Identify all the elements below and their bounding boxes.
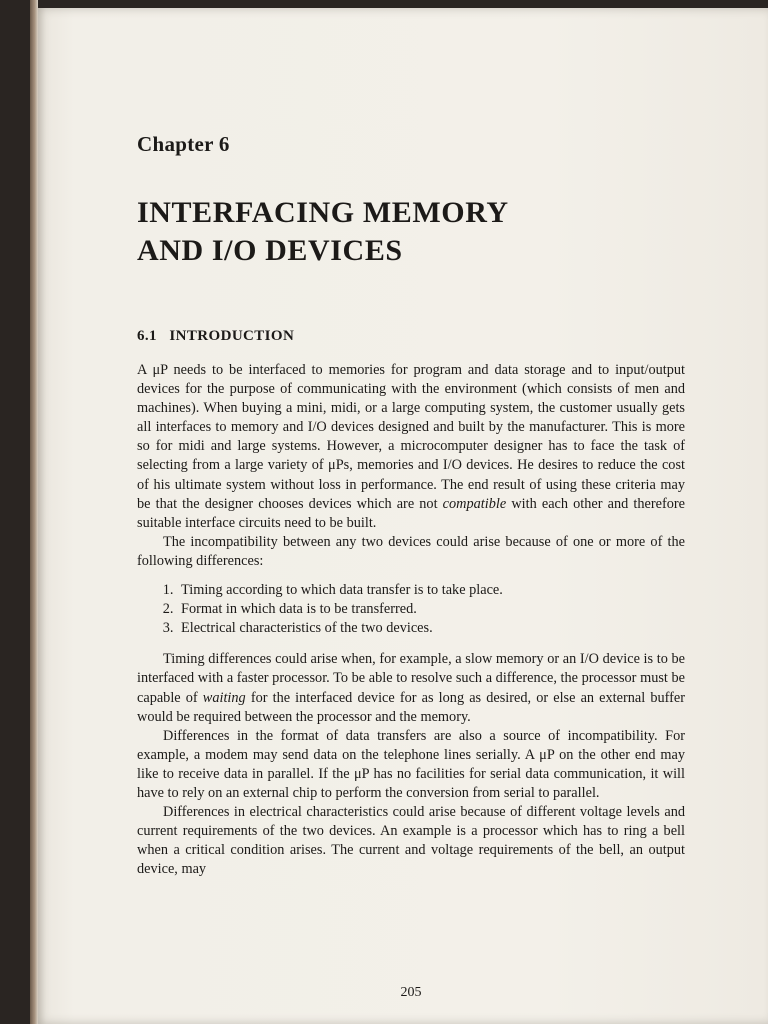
chapter-label: Chapter 6: [137, 132, 230, 156]
paragraph-2: The incompatibility between any two devices could arise because of one or more of the following differences:: [137, 533, 685, 569]
section-heading: [137, 328, 294, 345]
emphasis-compatible: compatible: [442, 495, 507, 512]
page-number: 205: [400, 985, 422, 1000]
paragraph-5: Differences in electrical characteristics could arise because of different voltage levels and current requirements of the two devices. An example is a processor which has to ring a bell when a critical condition arises. The current and voltage requirements of the bell, an output device, may: [137, 804, 685, 878]
differences-list: [137, 581, 685, 638]
chapter-title-line2: AND I/O DEVICES: [137, 234, 403, 267]
list-item: 2. Format in which data is to be transferred.: [177, 600, 685, 619]
section-number: 6.1: [137, 328, 157, 344]
paragraph-3: Timing differences could arise when, for example, a slow memory or an I/O device is to be interfaced with a faster processor. To be able to resolve such a difference, the processor must be capable of waiting for the interfaced device for as long as desired, or else an external buffer would be required between the processor and the memory.: [137, 651, 685, 725]
paragraph-4: Differences in the format of data transfers are also a source of incompatibility. For example, a modem may send data on the telephone lines serially. A μP on the other end may like to receive data in parallel. If the μP has no facilities for serial data communication, it will have to rely on an external chip to perform the conversion from serial to parallel.: [137, 727, 685, 801]
section-title: INTRODUCTION: [169, 328, 295, 344]
emphasis-waiting: waiting: [202, 689, 246, 706]
chapter-title-line1: INTERFACING MEMORY: [137, 196, 509, 229]
body-text: [137, 361, 685, 879]
list-item: 3. Electrical characteristics of the two devices.: [177, 619, 685, 638]
paragraph-1: A μP needs to be interfaced to memories for program and data storage and to input/output devices for the purpose of communicating with the environment (which consists of men and machines). When buying a mini, midi, or a large computing system, the customer usually gets all interfaces to memory and I/O devices designed and built by the manufacturer. This is more so for midi and large systems. However, a microcomputer designer has to face the task of selecting from a large variety of μPs, memories and I/O devices. He desires to reduce the cost of his ultimate system without loss in performance. The end result of using these criteria may be that the designer chooses devices which are not compatible with each other and therefore suitable interface circuits need to be built.: [137, 362, 685, 531]
list-item: 1. Timing according to which data transfer is to take place.: [177, 581, 685, 600]
page-binding: [30, 0, 38, 1024]
chapter-title: [137, 194, 509, 270]
